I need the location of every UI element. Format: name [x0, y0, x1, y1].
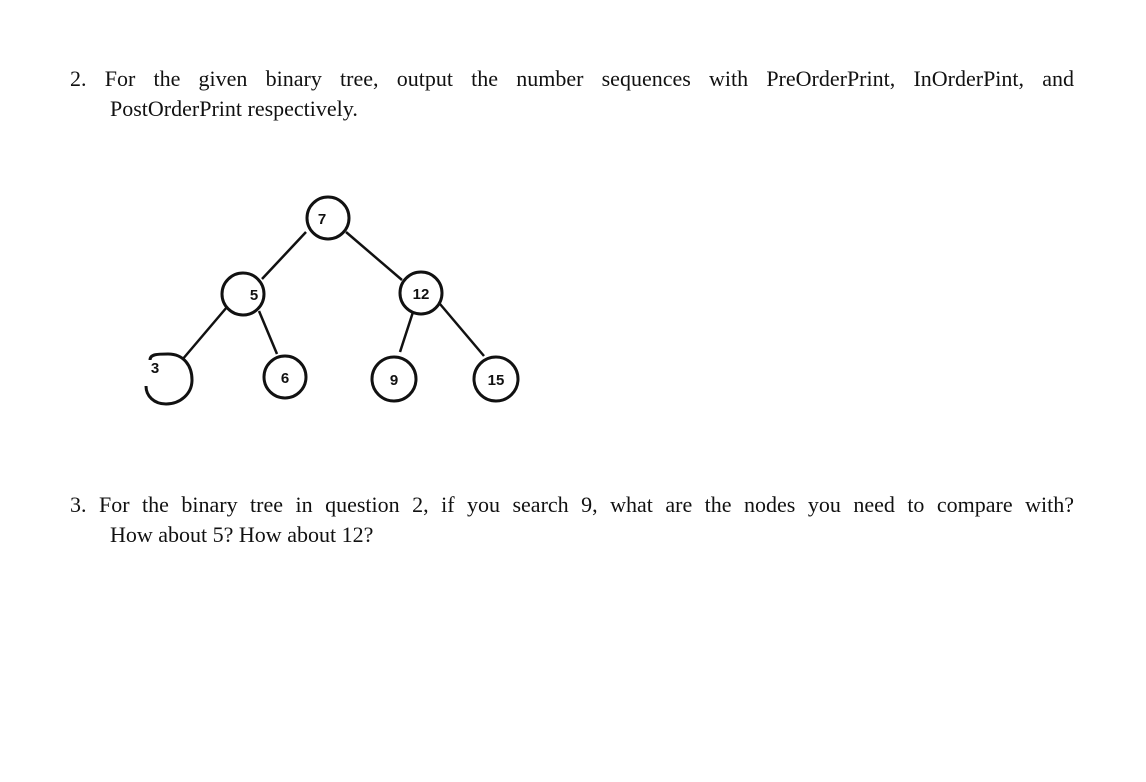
edge-7-12: [346, 232, 402, 280]
question-2-line-2: PostOrderPrint respectively.: [110, 96, 358, 121]
tree-node-root: [307, 197, 349, 239]
node-label-left-right: 6: [280, 370, 290, 387]
tree-node-left-left: [146, 354, 192, 404]
question-3-line-2: How about 5? How about 12?: [110, 522, 374, 547]
tree-node-right-right: [474, 357, 518, 401]
edge-12-15: [440, 304, 484, 356]
tree-node-left-right: [264, 356, 306, 398]
tree-node-root-left: [222, 273, 264, 315]
question-3: [70, 490, 1074, 550]
node-label-right-left: 9: [389, 372, 399, 389]
edge-7-5: [262, 232, 306, 279]
edge-5-3: [182, 307, 227, 360]
node-label-root-right: 12: [412, 286, 430, 303]
question-2-line-1: 2. For the given binary tree, output the number sequences with PreOrderPrint, InOrderPint, and: [70, 66, 1074, 91]
edge-12-9: [400, 312, 413, 352]
node-label-root: 7: [317, 211, 327, 228]
tree-node-right-left: [372, 357, 416, 401]
node-label-left-left: 3: [150, 360, 160, 377]
edge-5-6: [259, 311, 277, 354]
node-label-root-left: 5: [249, 287, 259, 304]
question-3-line-1: 3. For the binary tree in question 2, if you search 9, what are the nodes you need to compare with?: [70, 492, 1074, 517]
tree-node-root-right: [400, 272, 442, 314]
node-label-right-right: 15: [487, 372, 505, 389]
